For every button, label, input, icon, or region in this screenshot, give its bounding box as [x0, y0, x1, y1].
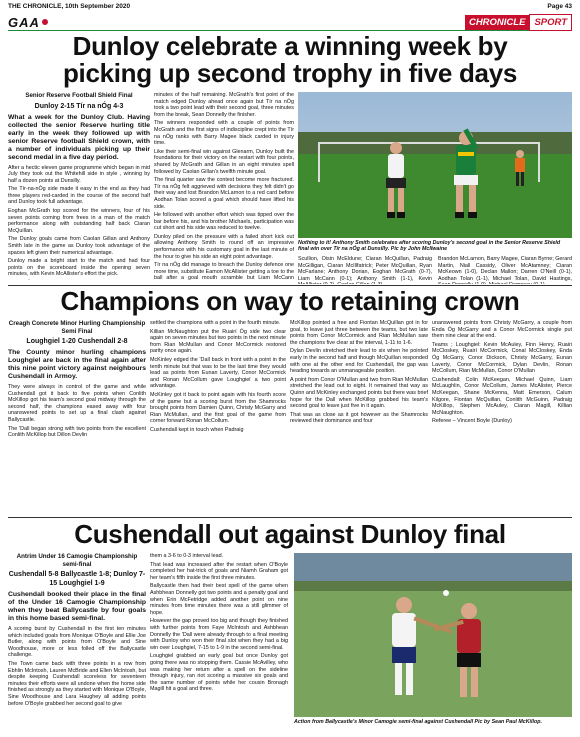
story1-photo-caption: Nothing to it! Anthony Smith celebrates after scoring Dunloy's second goal in the Senior Reserve Shield final win over Tír na nÓg at Dunsilly. Pic by John McIlwaine — [298, 240, 561, 253]
section-bar — [8, 14, 572, 31]
story1-paragraph: The Tír-na-nÓg side made it easy in the end as they had three players red-carded in the course of the second half and Dunloy took full advantage. — [8, 186, 150, 206]
story3-kicker: Antrim Under 16 Camogie Championship semi-final — [16, 553, 138, 568]
sliotar-icon — [42, 19, 48, 25]
badge-chronicle: CHRONICLE — [465, 15, 529, 30]
story2-paragraph: unanswered points from Christy McGarry, a couple from Enda Óg McGarry and a Conor McCormick single put them nine clear at the end. — [432, 320, 572, 340]
camogie-action-photo — [294, 553, 572, 717]
story1-column-2 — [154, 92, 294, 280]
story3-paragraph: A scoring burst by Cushendall in the first ten minutes which included goals from Monique O'Boyle and Ellie Joe Butler, along with points from O'Boyle and Sine Woodhouse, more or less folled off the Ballycastle challenge. — [8, 626, 146, 659]
story2-column-4 — [432, 320, 572, 516]
story3-paragraph: them a 3-6 to 0-3 interval lead. — [150, 553, 224, 559]
story1-paragraph: He followed with another effort which was tipped over the bar before his, and his brother Michaels, participation was cut short and his side was reduced to twelve. — [154, 212, 294, 232]
story1-paragraph: Tír na nÓg did manage to breach the Dunloy defence one more time, substitute Eamon McAllister getting a toe to the ball after a goal mouth scramble but Liam McCann — [154, 262, 294, 280]
story2-paragraph: A point from Conor O'Mullan and two from Rian McMullan stretched the lead out to eight. It remained that way as Quinn and McKinley exchanged points but there was brief hope for the Dall when McKillop grabbed his team's second goal to leave just five in it again. — [290, 376, 428, 410]
story2-paragraph: They were always in control of the game and while Cushendall got it back to five points when Conlith McKillop got his team's second goal midway through the second half, the champions eased away with four unanswered points to set up a final clash against Ballycastle. — [8, 384, 146, 423]
story3-score: Cushendall 5-8 Ballycastle 1-8; Dunloy 7-15 Loughgiel 1-9 — [8, 571, 146, 587]
story3-column-2 — [150, 553, 288, 733]
story3-column-1 — [8, 553, 146, 733]
story2-paragraph: The 'Dall began strong with two points from the excellent Conlith McKillop but Dillon Devlin — [8, 425, 146, 439]
story1-paragraph: Like their semi-final win against Glenarm, Dunloy built the foundations for their victory on the restart with four points, shared by McGrath and Gillan in an eight minutes spell followed by Caolan Gillan's twelfth minute goal. — [154, 148, 294, 175]
story1-paragraph: The Dunloy goals came from Caolan Gillan and Anthony Smith late in the game as Dunloy took advantage of the spaces left given their numerical advantage. — [8, 236, 150, 256]
story2-column-1 — [8, 320, 146, 516]
chronicle-sport-badge — [465, 14, 572, 31]
story1-paragraph: Dunloy piled on the pressure with a failed short kick out allowing Anthony Smith to round off an impressive performance with his customary goal in the last minute of the hour to give his side an eight point advantage. — [154, 233, 294, 260]
story1-column-1 — [8, 92, 150, 280]
story3-paragraph: The Town came back with three points in a row from Ebhlin McIntosh, Lauren McBride and Ellen McIntosh, but despite keeping Cushendall scoreless for seventeen minutes their efforts were all undone when the home side finished as strongly as they started with Monique O'Boyle, Sine Woodhouse and Lara Haughey all adding points before O'Boyle grabbed her second goal to give — [8, 660, 146, 707]
story3-paragraph: However the gap proved too big and though they finished with further points from Faye McIntosh and Ashbhean Donnelly the 'Dall were already through to a final meeting with Dunloy who won their final slot when they had a big win over Loughgiel, 7-15 to 1-9 in the second semi-final. — [150, 618, 288, 651]
story2-column-2 — [150, 320, 286, 516]
gaa-logo — [8, 15, 48, 30]
story3-photo — [294, 553, 572, 717]
story2-paragraph: Referee – Vincent Boyle (Dunloy) — [432, 418, 512, 425]
story1-paragraph: The winners responded with a couple of points from McGrath and the first signs of indiscipline crept into the Tír na nÓg ranks with Barry Magee black carded in injury time. — [154, 120, 294, 147]
story2-score: Loughgiel 1-20 Cushendall 2-8 — [26, 338, 128, 345]
story2-paragraph: Teams ; Loughgiel: Kevin McAuley, Finn Henry, Ruairi McCloskey, Ruairí McCormick, Conal McCloskey, Enda Óg McGarry, Conor Dickson, Christy McGarry, Eunan Laverty, Conor McCormick, Dylan Devlin, Ronan McCollum, Rian McMullan, Conor O'Mullan — [432, 341, 572, 375]
page-number: Page 43 — [547, 3, 572, 10]
story1-paragraph: Dunloy made a bright start to the match and had four points on the scoreboard inside the opening seven minutes, with Kevin McAllister's effort the pick. — [8, 258, 150, 278]
story1-paragraph: After a hectic eleven game programme which began in mid July they took out the Whitehill side in style , winning by half a dozen points at Dunsilly. — [8, 164, 150, 184]
story1-headline-line1: Dunloy celebrate a winning week by — [72, 31, 508, 61]
story-divider — [8, 517, 572, 518]
story1-teams-col-b — [438, 256, 572, 284]
story1-score: Dunloy 2-15 Tír na nÓg 4-3 — [34, 102, 124, 110]
story1-kicker: Senior Reserve Football Shield Final — [25, 92, 133, 99]
story1-headline — [8, 33, 572, 88]
story1-paragraph: Eoghan McGrath top scored for the winners, four of his seven points coming from frees in a man of the match performance along with outstanding half back Ciaran McQuillan. — [8, 208, 150, 234]
story2-paragraph: Killian McNaughton put the Ruairí Óg side two clear again on seven minutes but two points in the next minute from Rian McMullan and Conor McCormick restored parity once again. — [150, 328, 286, 355]
story1-paragraph: The final quarter saw the contest become more fractured. Tír na nÓg felt aggrieved with decisions they felt didn't go their way and lost Brandon McLarnon to a red card before Aodhan Tolan scored a goal which should have lifted his side. — [154, 177, 294, 210]
story3-paragraph: That lead was increased after the restart when O'Boyle completed her hat-trick of goals and Niamh Graham got her team's fifth inside the first three minutes. — [150, 561, 288, 581]
story1-paragraph: minutes of the half remaining. McGrath's first point of the match edged Dunloy ahead once again but Tír na nÓg took a two point lead with their second goal, three minutes from the break, Sean Donnelly the finisher. — [154, 92, 294, 118]
story3-headline: Cushendall out against Dunloy final — [74, 519, 506, 549]
page-header — [8, 3, 572, 13]
story1-teams-paragraph: Brandon McLarnon, Barry Magee, Ciaran Byrne; Gerard Martin, Niall Cassidy, Oliver McAtamney; Ciaran McKeown (1-0), Declan Mallon; Darren O'Neill (0-1), Aodhan Tolan (1-1), Michael Tolan, David Hastings, — [438, 256, 572, 282]
story3-paragraph: Loughgiel grabbed an early goal but once Dunloy got going there was no stopping them. Cassie McAvilley, who was making her return after a spell on the sideline through injury, ran riot scoring a massive six goals and the same number of points while her cousin Bronagh Magill hit a goal and three. — [150, 653, 288, 693]
badge-sport: SPORT — [529, 14, 572, 31]
story2-paragraph: McKinley got it back to point again with his fourth score of the game but a scoring burst from the Shamrocks brought points from Damien Quinn, Christy McGarry and Rian McMullan, and the first goal of the game from corner forward Ronan McCollum. — [150, 391, 286, 425]
sliotar-ball — [443, 590, 449, 596]
paper-date: THE CHRONICLE, 10th September 2020 — [8, 3, 131, 10]
story2-paragraph: That was as close as it got however as the Shamrocks reviewed their dominance and four — [290, 411, 428, 425]
story2-paragraph: Cushendall: Colin McKeegan, Michael Quinn, Liam McLaughlin, Conor McCollum, James McAlister, Pierce McKeegan, Shane McKenna, Matt Emerson, Calum Kilgore, Fiontan McQuillan, Conlith McGuinn, Padraig McKillop, Stephen McAuley, Ciaran Magill, Killian McNaughton. — [432, 376, 572, 416]
gaa-logo-text: GAA — [8, 14, 40, 30]
story1-teams-col-a — [298, 256, 432, 284]
story1-teams-paragraph: Scullion, Oisin McEldune; Ciaran McQuillan, Padraig McGilligan, Ciaran McIllfatrick; Peter McQuillan, Ryan McFarlane; Anthony Dorian, Eoghan McGrath (0-7), Liam McCann (0-1); Anthony Smith (1-1), Kevin — [298, 256, 432, 282]
story3-photo-caption: Action from Ballycastle's Minor Camogie semi-final against Cushendall Pic by Sean Paul McKillop. — [294, 719, 542, 725]
story2-column-3 — [290, 320, 428, 516]
story2-headline: Champions on way to retaining crown — [60, 286, 520, 316]
story2-paragraph: McKillop pointed a free and Fiontan McQuillan got in for goal, to leave just three between the teams, but two late points from Conor McCormick and Rian McMullan saw the champions five clear at the interval, 1-11 to 1-6. — [290, 320, 428, 346]
story1-photo — [298, 92, 572, 238]
story1-headline-line2: picking up second trophy in five days — [62, 58, 518, 89]
story2-paragraph: Dylan Devlin stretched their lead to six when he pointed early in the second half and though McQuillan responded with one at the other end for Cushendall, the gap was heading towards an unmanageable position. — [290, 348, 428, 375]
story2-paragraph: Cushendall kept in touch when Padraig — [150, 426, 244, 433]
story2-kicker: Creagh Concrete Minor Hurling Championship Semi Final — [8, 320, 146, 335]
story2-lead: The County minor hurling champions Loughgiel are back in the final again after this nine point victory against neighbours Cushendall in Armoy. — [8, 349, 146, 380]
story2-paragraph: McKinley edged the 'Dall back in front with a point in the tenth minute but that was to be the last time they would lead as points from Eunan Laverty, Conor McCormick and Ronan McCollum gave Loughgiel a two point advantage. — [150, 356, 286, 390]
football-celebration-photo — [298, 92, 572, 238]
story2-paragraph: settled the champions with a point in the fourth minute. — [150, 320, 281, 326]
story1-lead: What a week for the Dunloy Club. Having collected the senior Reserve hurling title early in the week they followed up with senior Reserve football Shield crown, with a number of individuals picking up their second medal in a five day period. — [8, 113, 150, 161]
story3-lead: Cushendall booked their place in the final of the Under 16 Camogie Championship when they beat Ballycastle by four goals in this home based semi-final. — [8, 591, 146, 622]
story3-paragraph: Ballycastle then had their best spell of the game when Ashbhean Donnelly got two points and a penalty goal and when Erin McFetridge added another point on nine minutes from time minutes there was a still glimmer of hope. — [150, 583, 288, 616]
